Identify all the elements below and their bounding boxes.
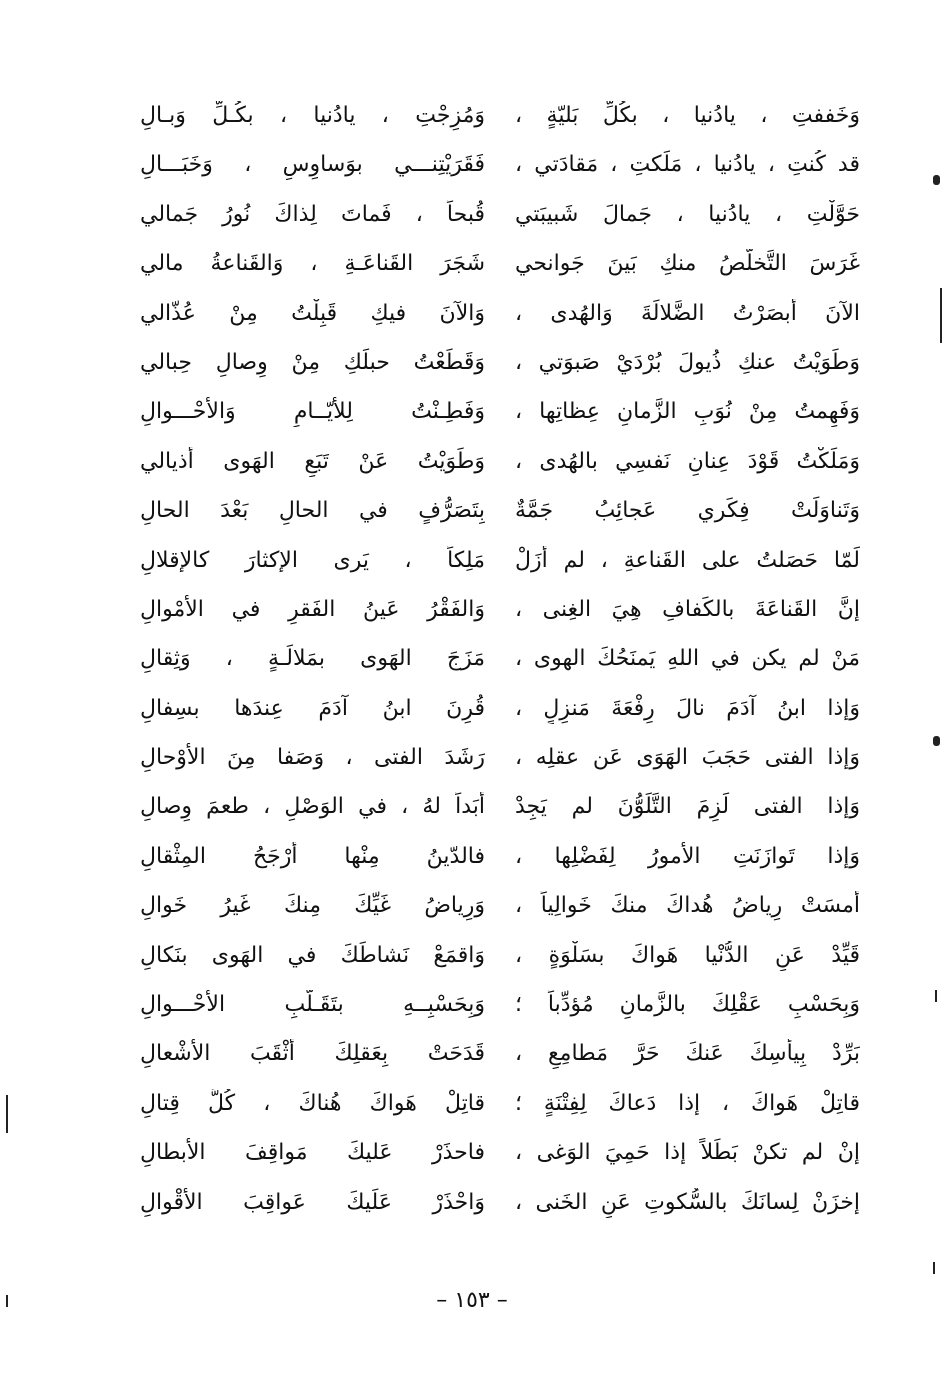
- verse-first-hemistich: غَرَسَ التَّخلُّصُ منكِ بَينَ جَوانحي: [515, 251, 860, 277]
- verse-second-hemistich: وَرِياضُ غَيِّكَ مِنكَ غَيرُ خَوالِ: [140, 893, 485, 919]
- verse-first-hemistich: وَطَوَيْتُ عنكِ ذُيولَ بُرْدَيْ صَبوَتي ،: [515, 349, 860, 375]
- verse-line: [140, 241, 860, 290]
- verse-line: [140, 538, 860, 587]
- verse-line: [140, 1031, 860, 1080]
- verse-line: [140, 834, 860, 883]
- verse-line: [140, 142, 860, 191]
- verse-second-hemistich: وَمُزِجْتِ ، يادُنيا ، بكُـلِّ وَبـالِ: [140, 103, 485, 128]
- verse-first-hemistich: بَرِّدْ بِيأسِكَ عَنكَ حَرَّ مَطامِعٍ ،: [515, 1041, 860, 1067]
- margin-mark: [6, 1295, 8, 1307]
- verse-line: [140, 883, 860, 932]
- verse-second-hemistich: أبَداً لهُ ، في الوَصْلِ ، طعمَ وِصالِ: [140, 794, 485, 820]
- verse-line: [140, 1081, 860, 1130]
- verse-first-hemistich: وَفَهِمتُ مِنْ نُوَبِ الزَّمانِ عِظاتِها ،: [515, 399, 860, 425]
- verse-line: [140, 735, 860, 784]
- verse-line: [140, 933, 860, 982]
- verse-second-hemistich: مَزَجَ الهَوى بمَلالَـةٍ ، وَثِقالِ: [140, 646, 485, 672]
- verse-second-hemistich: شَجَرَ القَناعَـةِ ، وَالقَناعةُ مالي: [140, 251, 485, 277]
- verse-line: [140, 93, 860, 142]
- verse-first-hemistich: وَبِحَسْبِ عَقْلِكَ بالزَّمانِ مُؤدِّباً ؛: [515, 992, 860, 1018]
- verse-second-hemistich: وَاحْذَرْ عَلَيكَ عَواقِبَ الأَقْوالِ: [140, 1189, 485, 1215]
- poem: [140, 93, 860, 1229]
- verse-first-hemistich: وَإذا الفتى لَزِمَ التَّلَوُّنَ لم يَجِدْ: [515, 794, 860, 820]
- verse-line: [140, 587, 860, 636]
- verse-line: [140, 488, 860, 537]
- verse-second-hemistich: وَطَوَيْتُ عَنْ تَبَعِ الهَوى أَذيالي: [140, 448, 485, 474]
- verse-first-hemistich: وَخَففتِ ، يادُنيا ، بكُلِّ بَليّةٍ ،: [515, 103, 860, 128]
- margin-mark: [933, 1262, 935, 1274]
- verse-first-hemistich: مَنْ لم يكن في اللهِ يَمنَحُكَ الهوى ،: [515, 646, 860, 672]
- verse-second-hemistich: فاحذَرْ عَليكَ مَواقِفَ الأَبطالِ: [140, 1140, 485, 1166]
- verse-second-hemistich: وَبِحَسْبِــهِ بتَقَـلُّبِ الأَحْـــوالِ: [140, 992, 485, 1018]
- margin-mark: [933, 736, 940, 746]
- verse-first-hemistich: إنَّ القَناعَةَ بالكَفافِ هِيَ الغِنى ،: [515, 596, 860, 622]
- margin-mark: [933, 175, 940, 185]
- verse-line: [140, 982, 860, 1031]
- verse-line: [140, 1130, 860, 1179]
- margin-mark: [935, 990, 937, 1002]
- verse-first-hemistich: الآنَ أَبصَرْتُ الضَّلالَةَ وَالهُدى ،: [515, 300, 860, 326]
- verse-first-hemistich: إخزَنْ لِسانَكَ بالسُّكوتِ عَنِ الخَنى ،: [515, 1189, 860, 1215]
- verse-second-hemistich: وَاقمَعْ نَشاطَكَ في الهَوى بنَكالِ: [140, 942, 485, 968]
- verse-second-hemistich: مَلِكاً ، يَرى الإكثارَ كالإقلالِ: [140, 547, 485, 573]
- verse-line: [140, 686, 860, 735]
- verse-second-hemistich: وَفَطِـنْتُ لِلأَيّــامِ وَالأَحْـــوالِ: [140, 399, 485, 425]
- verse-first-hemistich: قد كُنتِ ، يادُنيا ، مَلَكتِ ، مَقادَتي ،: [515, 152, 860, 178]
- verse-first-hemistich: قَيِّدْ عَنِ الدُّنْيا هَواكَ بسَلْوَةٍ ،: [515, 942, 860, 968]
- margin-mark: [6, 1095, 8, 1133]
- verse-first-hemistich: وَإذا الفتى حَجَبَ الهَوَى عَن عقلِه ،: [515, 745, 860, 771]
- verse-second-hemistich: قُبحاً ، فَماتَ لِذاكَ نُورُ جَمالي: [140, 201, 485, 227]
- verse-line: [140, 291, 860, 340]
- verse-line: [140, 192, 860, 241]
- verse-second-hemistich: قَدَحَتْ بِعَقلِكَ أَثْقَبَ الأشْعالِ: [140, 1041, 485, 1067]
- verse-line: [140, 1180, 860, 1229]
- page-number: – ١٥٣ –: [436, 1288, 508, 1313]
- verse-second-hemistich: قاتِلْ هَواكَ هُناكَ ، كُلَّ قِتالِ: [140, 1090, 485, 1116]
- verse-second-hemistich: بِتَصَرُّفٍ في الحالِ بَعْدَ الحالِ: [140, 498, 485, 524]
- verse-first-hemistich: لَمّا حَصَلتُ على القَناعةِ ، لم أزَلْ: [515, 547, 860, 573]
- verse-second-hemistich: رَشَدَ الفتى ، وَصَفا مِنَ الأَوْحالِ: [140, 745, 485, 771]
- verse-first-hemistich: وَتَناوَلَتْ فِكَري عَجائِبُ جَمَّةٌ: [515, 498, 860, 524]
- verse-second-hemistich: وَالآنَ فيكِ قَبِلْتُ مِنْ عُذّالي: [140, 300, 485, 326]
- verse-first-hemistich: وَإذا تَوازَنَتِ الأُمورُ لِفَضْلِها ،: [515, 843, 860, 869]
- verse-line: [140, 636, 860, 685]
- verse-first-hemistich: قاتِلْ هَواكَ ، إذا دَعاكَ لِفِتْنَةٍ ؛: [515, 1090, 860, 1116]
- verse-second-hemistich: وَالفَقْرُ عَينُ الفَقرِ في الأَمْوالِ: [140, 596, 485, 622]
- verse-line: [140, 439, 860, 488]
- verse-second-hemistich: وَقَطَعْتُ حبلَكِ مِنْ وِصالِ حِبالي: [140, 349, 485, 375]
- verse-first-hemistich: حَوَّلْتِ ، يادُنيا ، جَمالَ شَبيبَتي: [515, 201, 860, 227]
- verse-second-hemistich: قُرِنَ ابنُ آدَمَ عِندَها بسِفالِ: [140, 695, 485, 721]
- verse-line: [140, 340, 860, 389]
- verse-first-hemistich: وَمَلَكْتُ قَوْدَ عِنانِ نَفسِي بالهُدى ،: [515, 448, 860, 474]
- verse-line: [140, 784, 860, 833]
- verse-second-hemistich: فالدّينُ مِنْها أرْجَحُ المِثْقالِ: [140, 843, 485, 869]
- verse-first-hemistich: وَإذا ابنُ آدَمَ نالَ رِفْعَةَ مَنزِلٍ ،: [515, 695, 860, 721]
- verse-first-hemistich: أَمسَتْ رِياضُ هُداكَ منكَ خَوالِياً ،: [515, 893, 860, 919]
- margin-mark: [940, 288, 942, 343]
- verse-line: [140, 389, 860, 438]
- verse-second-hemistich: فَقَرَيْتِنـــي بوَساوِسٍ ، وَخَبَـــالِ: [140, 152, 485, 178]
- verse-first-hemistich: إنْ لم تكنْ بَطَلاً إذا حَمِيَ الوَغى ،: [515, 1140, 860, 1166]
